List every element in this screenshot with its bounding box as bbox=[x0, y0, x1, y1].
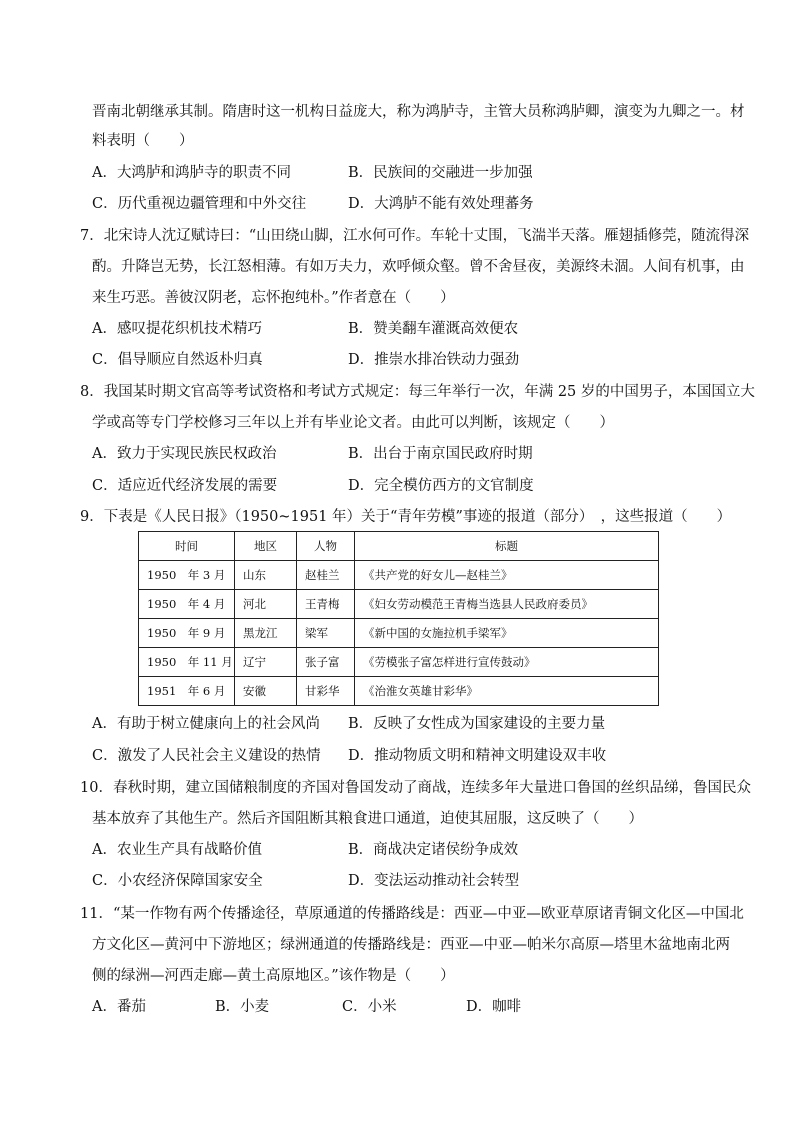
cell-time: 1950 年 9 月 bbox=[139, 619, 235, 648]
q8-option-c: C．适应近代经济发展的需要 bbox=[92, 478, 278, 494]
q9-option-a: A．有助于树立健康向上的社会风尚 bbox=[92, 716, 320, 732]
q7-option-d: D．推崇水排冶铁动力强劲 bbox=[348, 352, 520, 368]
cell-region: 辽宁 bbox=[235, 648, 297, 677]
q7-option-b: B．赞美翻车灌溉高效便农 bbox=[348, 321, 519, 337]
header-region: 地区 bbox=[235, 532, 297, 561]
cell-title: 《共产党的好女儿—赵桂兰》 bbox=[355, 561, 659, 590]
q11-line-3: 侧的绿洲—河西走廊—黄土高原地区。”该作物是（ ） bbox=[92, 968, 455, 984]
q8-line-1: 8．我国某时期文官高等考试资格和考试方式规定：每三年举行一次，年满 25 岁的中国男子，本国国立大 bbox=[80, 384, 755, 400]
q8-option-d: D．完全模仿西方的文官制度 bbox=[348, 478, 534, 494]
q10-option-c: C．小农经济保障国家安全 bbox=[92, 873, 263, 889]
q6-line-2: 料表明（ ） bbox=[92, 133, 194, 149]
q7-option-c: C．倡导顺应自然返朴归真 bbox=[92, 352, 263, 368]
table-row bbox=[139, 648, 659, 677]
q10-option-a: A．农业生产具有战略价值 bbox=[92, 842, 262, 858]
cell-region: 安徽 bbox=[235, 677, 297, 706]
table-header-row bbox=[139, 532, 659, 561]
q7-line-2: 酌。升降岂无势，长江怒相薄。有如万夫力，欢呼倾众壑。曾不舍昼夜，美源终未涸。人间有机事，由 bbox=[92, 259, 745, 275]
q9-report-table bbox=[138, 531, 659, 706]
q9-option-c: C．激发了人民社会主义建设的热情 bbox=[92, 748, 321, 764]
table-row bbox=[139, 677, 659, 706]
table-row bbox=[139, 619, 659, 648]
q10-line-2: 基本放弃了其他生产。然后齐国阻断其粮食进口通道，迫使其屈服，这反映了（ ） bbox=[92, 811, 643, 827]
q6-option-b: B．民族间的交融进一步加强 bbox=[348, 165, 533, 181]
q7-line-3: 来生巧恶。善彼汉阴老，忘怀抱纯朴。”作者意在（ ） bbox=[92, 290, 455, 306]
q9-option-d: D．推动物质文明和精神文明建设双丰收 bbox=[348, 748, 607, 764]
cell-time: 1950 年 3 月 bbox=[139, 561, 235, 590]
cell-person: 梁军 bbox=[297, 619, 355, 648]
q11-option-b: B．小麦 bbox=[215, 999, 270, 1015]
header-person: 人物 bbox=[297, 532, 355, 561]
q11-line-2: 方文化区—黄河中下游地区；绿洲通道的传播路线是：西亚—中亚—帕米尔高原—塔里木盆地南北两 bbox=[92, 937, 730, 953]
q10-line-1: 10．春秋时期，建立国储粮制度的齐国对鲁国发动了商战，连续多年大量进口鲁国的丝织品绨，鲁国民众 bbox=[80, 780, 751, 796]
q11-line-1: 11．“某一作物有两个传播途径，草原通道的传播路线是：西亚—中亚—欧亚草原诸青铜文化区—中国北 bbox=[80, 906, 744, 922]
cell-region: 河北 bbox=[235, 590, 297, 619]
q8-option-a: A．致力于实现民族民权政治 bbox=[92, 446, 277, 462]
cell-person: 甘彩华 bbox=[297, 677, 355, 706]
cell-title: 《妇女劳动模范王青梅当选县人民政府委员》 bbox=[355, 590, 659, 619]
q11-option-d: D．咖啡 bbox=[466, 999, 522, 1015]
q7-line-1: 7．北宋诗人沈辽赋诗曰：“山田绕山脚，江水何可作。车轮十丈围，飞湍半天落。雁翅插修莞，随流得深 bbox=[80, 228, 750, 244]
q8-line-2: 学或高等专门学校修习三年以上并有毕业论文者。由此可以判断，该规定（ ） bbox=[92, 415, 614, 431]
q11-option-a: A．番茄 bbox=[92, 999, 146, 1015]
cell-time: 1950 年 11 月 bbox=[139, 648, 235, 677]
q7-option-a: A．感叹提花织机技术精巧 bbox=[92, 321, 262, 337]
cell-person: 张子富 bbox=[297, 648, 355, 677]
q10-option-b: B．商战决定诸侯纷争成效 bbox=[348, 842, 519, 858]
q9-line-1: 9．下表是《人民日报》（1950~1951 年）关于“青年劳模”事迹的报道（部分） ，这些报道（ ） bbox=[80, 509, 732, 525]
q6-option-a: A．大鸿胪和鸿胪寺的职责不同 bbox=[92, 165, 291, 181]
header-time: 时间 bbox=[139, 532, 235, 561]
cell-title: 《治淮女英雄甘彩华》 bbox=[355, 677, 659, 706]
cell-person: 王青梅 bbox=[297, 590, 355, 619]
q8-option-b: B．出台于南京国民政府时期 bbox=[348, 446, 533, 462]
q6-option-c: C．历代重视边疆管理和中外交往 bbox=[92, 196, 307, 212]
q10-option-d: D．变法运动推动社会转型 bbox=[348, 873, 520, 889]
cell-title: 《劳模张子富怎样进行宣传鼓动》 bbox=[355, 648, 659, 677]
cell-region: 黑龙江 bbox=[235, 619, 297, 648]
cell-person: 赵桂兰 bbox=[297, 561, 355, 590]
q11-option-c: C．小米 bbox=[342, 999, 397, 1015]
cell-time: 1951 年 6 月 bbox=[139, 677, 235, 706]
cell-region: 山东 bbox=[235, 561, 297, 590]
q9-option-b: B．反映了女性成为国家建设的主要力量 bbox=[348, 716, 606, 732]
cell-time: 1950 年 4 月 bbox=[139, 590, 235, 619]
header-title: 标题 bbox=[355, 532, 659, 561]
table-row bbox=[139, 590, 659, 619]
q6-option-d: D．大鸿胪不能有效处理蕃务 bbox=[348, 196, 534, 212]
table-row bbox=[139, 561, 659, 590]
cell-title: 《新中国的女施拉机手梁军》 bbox=[355, 619, 659, 648]
q6-line-1: 晋南北朝继承其制。隋唐时这一机构日益庞大，称为鸿胪寺，主管大员称鸿胪卿，演变为九卿之一。材 bbox=[92, 104, 745, 120]
